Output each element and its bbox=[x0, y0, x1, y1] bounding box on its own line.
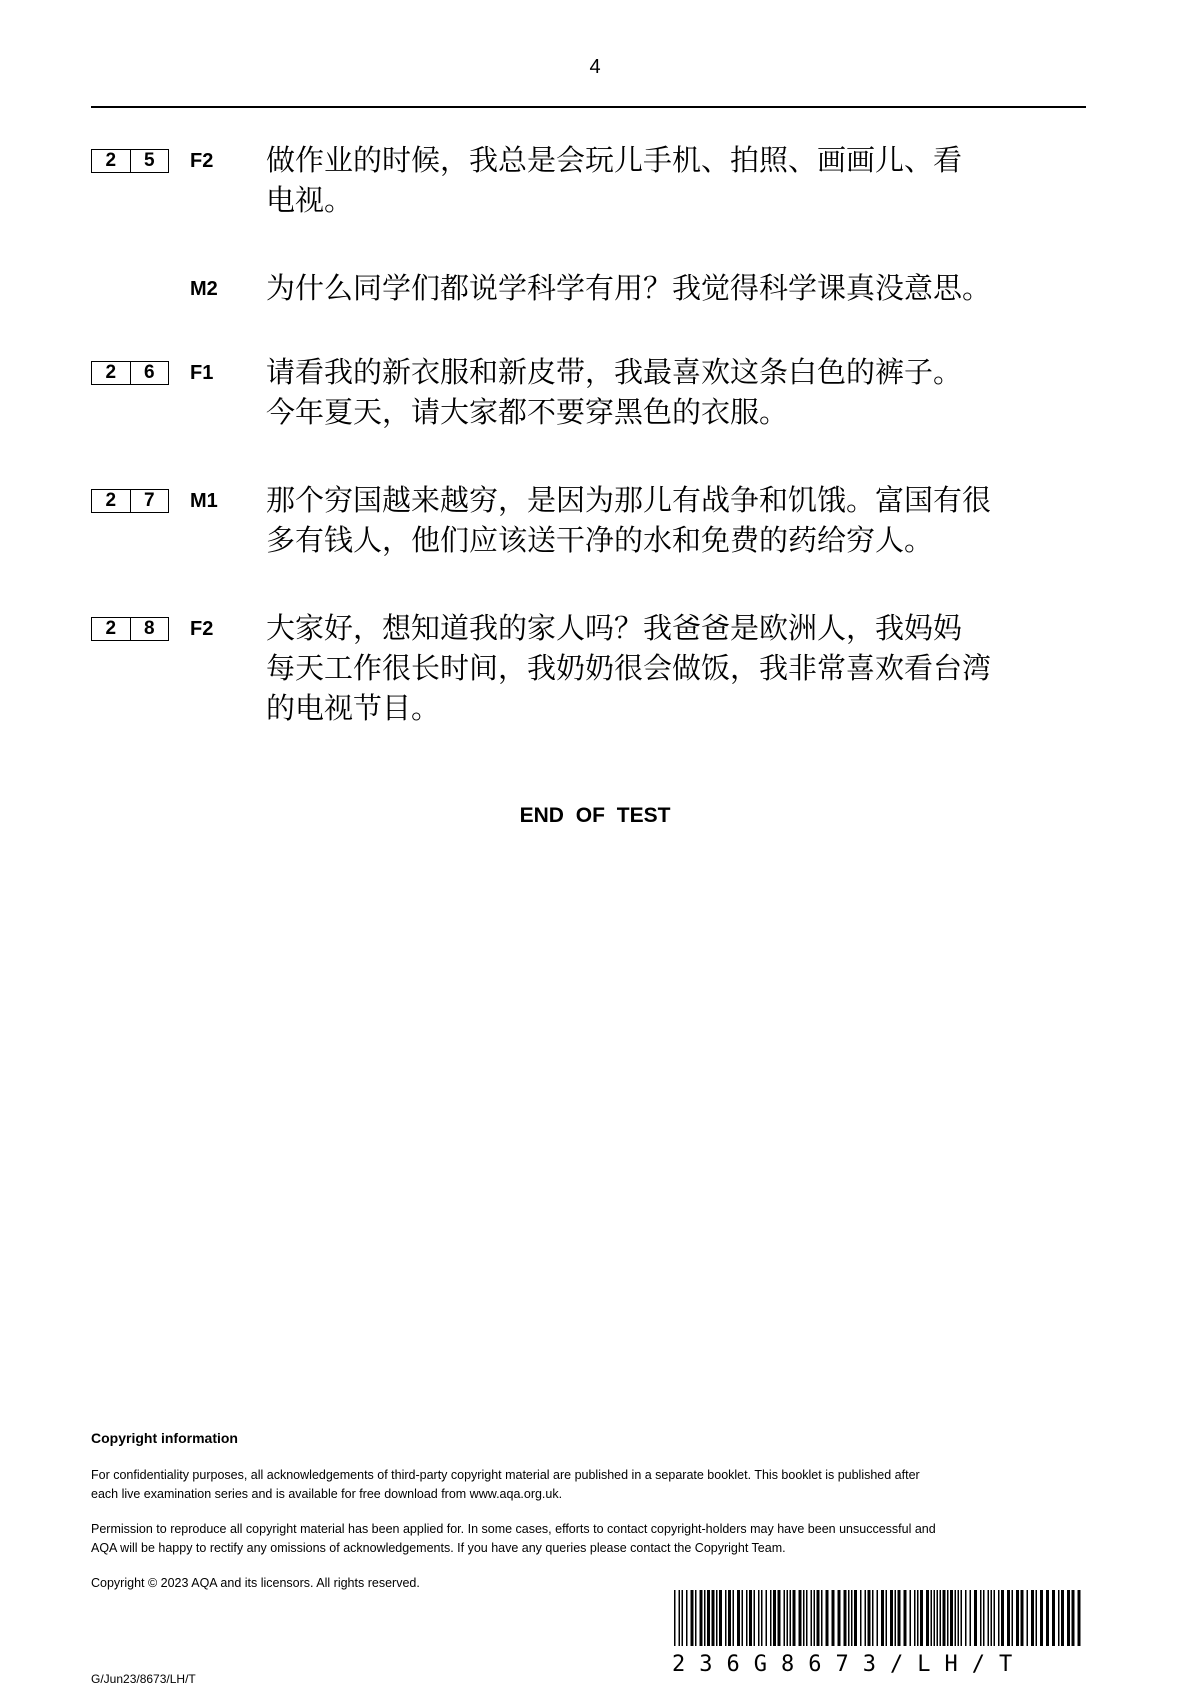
transcript-line: 为什么同学们都说学科学有用？我觉得科学课真没意思。 bbox=[266, 271, 992, 305]
barcode-bar bbox=[784, 1590, 786, 1646]
barcode-bar bbox=[1052, 1590, 1055, 1646]
barcode-bar bbox=[1012, 1590, 1014, 1646]
barcode-bar bbox=[934, 1590, 936, 1646]
barcode-bar bbox=[943, 1590, 946, 1646]
barcode-bar bbox=[881, 1590, 884, 1646]
barcode-bar bbox=[1007, 1590, 1010, 1646]
speaker-label: M2 bbox=[190, 278, 218, 300]
copyright-notice: Copyright © 2023 AQA and its licensors. All rights reserved. bbox=[91, 1576, 420, 1590]
transcript-line: 多有钱人，他们应该送干净的水和免费的药给穷人。 bbox=[266, 523, 934, 557]
barcode-bar bbox=[910, 1590, 912, 1646]
barcode-bar bbox=[838, 1590, 841, 1646]
transcript-line: 请看我的新衣服和新皮带，我最喜欢这条白色的裤子。 bbox=[266, 355, 963, 389]
transcript-line: 那个穷国越来越穷，是因为那儿有战争和饥饿。富国有很 bbox=[266, 483, 992, 517]
barcode-bar bbox=[826, 1590, 829, 1646]
barcode-bar bbox=[1001, 1590, 1004, 1646]
barcode-bar bbox=[1061, 1590, 1064, 1646]
transcript-line: 今年夏天，请大家都不要穿黑色的衣服。 bbox=[266, 395, 789, 429]
barcode-bar bbox=[728, 1590, 731, 1646]
barcode-bar bbox=[773, 1590, 776, 1646]
copyright-paragraph bbox=[91, 1520, 1071, 1558]
copyright-line: each live examination series and is available for free download from www.aqa.org.uk. bbox=[91, 1487, 563, 1501]
barcode-bar bbox=[860, 1590, 862, 1646]
question-digit: 2 bbox=[105, 618, 117, 639]
barcode-bar bbox=[1046, 1590, 1049, 1646]
barcode-bar bbox=[770, 1590, 772, 1646]
barcode-bar bbox=[904, 1590, 907, 1646]
copyright-line: For confidentiality purposes, all acknowledgements of third-party copyright material are published in a separate booklet. This booklet is published after bbox=[91, 1468, 920, 1482]
barcode-bar bbox=[811, 1590, 813, 1646]
barcode-bar bbox=[695, 1590, 697, 1646]
barcode-bar bbox=[758, 1590, 760, 1646]
barcode-bar bbox=[1058, 1590, 1060, 1646]
question-digit: 7 bbox=[130, 490, 169, 512]
barcode-bar bbox=[766, 1590, 768, 1646]
barcode-bar bbox=[886, 1590, 888, 1646]
question-digit: 8 bbox=[130, 618, 169, 640]
barcode-bar bbox=[895, 1590, 897, 1646]
barcode-bar bbox=[955, 1590, 957, 1646]
question-number-box bbox=[91, 149, 169, 173]
barcode-bar bbox=[793, 1590, 796, 1646]
barcode-bar bbox=[926, 1590, 929, 1646]
barcode-bar bbox=[983, 1590, 985, 1646]
barcode bbox=[672, 1590, 1082, 1646]
barcode-bar bbox=[1016, 1590, 1019, 1646]
barcode-bar bbox=[950, 1590, 953, 1646]
barcode-bar bbox=[674, 1590, 676, 1646]
barcode-bar bbox=[974, 1590, 977, 1646]
barcode-bar bbox=[754, 1590, 756, 1646]
barcode-bar bbox=[1036, 1590, 1038, 1646]
copyright-title: Copyright information bbox=[91, 1430, 238, 1446]
barcode-bar bbox=[958, 1590, 960, 1646]
barcode-bar bbox=[691, 1590, 694, 1646]
barcode-bar bbox=[937, 1590, 939, 1646]
barcode-bar bbox=[980, 1590, 982, 1646]
barcode-bar bbox=[994, 1590, 996, 1646]
barcode-bar bbox=[890, 1590, 893, 1646]
barcode-bar bbox=[704, 1590, 706, 1646]
barcode-bar bbox=[940, 1590, 942, 1646]
question-number-box bbox=[91, 489, 169, 513]
question-number-box bbox=[91, 361, 169, 385]
barcode-bar bbox=[914, 1590, 916, 1646]
barcode-bar bbox=[832, 1590, 835, 1646]
barcode-bar bbox=[821, 1590, 823, 1646]
barcode-bar bbox=[761, 1590, 763, 1646]
barcode-bar bbox=[947, 1590, 949, 1646]
copyright-line: Permission to reproduce all copyright material has been applied for. In some cases, efforts to contact copyright-holders may have been unsuccessful and bbox=[91, 1522, 936, 1536]
copyright-paragraph bbox=[91, 1466, 1071, 1504]
transcript-line: 大家好，想知道我的家人吗？我爸爸是欧洲人，我妈妈 bbox=[266, 611, 963, 645]
barcode-bar bbox=[1078, 1590, 1081, 1646]
barcode-bar bbox=[803, 1590, 805, 1646]
barcode-bar bbox=[1031, 1590, 1034, 1646]
barcode-bar bbox=[719, 1590, 722, 1646]
speaker-label: F2 bbox=[190, 150, 214, 172]
barcode-bar bbox=[917, 1590, 919, 1646]
barcode-bar bbox=[799, 1590, 802, 1646]
barcode-bar bbox=[877, 1590, 879, 1646]
barcode-bar bbox=[848, 1590, 850, 1646]
barcode-bar bbox=[898, 1590, 901, 1646]
barcode-bar bbox=[787, 1590, 789, 1646]
question-number-box bbox=[91, 617, 169, 641]
end-of-test: END OF TEST bbox=[519, 804, 671, 827]
barcode-bar bbox=[749, 1590, 752, 1646]
barcode-bar bbox=[865, 1590, 867, 1646]
barcode-bar bbox=[742, 1590, 744, 1646]
barcode-bar bbox=[851, 1590, 853, 1646]
transcript-line: 电视。 bbox=[266, 183, 354, 217]
barcode-bar bbox=[1067, 1590, 1070, 1646]
barcode-bar bbox=[872, 1590, 874, 1646]
barcode-bar bbox=[686, 1590, 688, 1646]
barcode-bar bbox=[790, 1590, 792, 1646]
barcode-bar bbox=[712, 1590, 715, 1646]
barcode-bar bbox=[965, 1590, 967, 1646]
barcode-bar bbox=[998, 1590, 1000, 1646]
barcode-bar bbox=[920, 1590, 923, 1646]
barcode-bar bbox=[806, 1590, 808, 1646]
transcript-line: 的电视节目。 bbox=[266, 691, 441, 725]
barcode-bar bbox=[961, 1590, 963, 1646]
barcode-bar bbox=[931, 1590, 933, 1646]
speaker-label: F2 bbox=[190, 618, 214, 640]
barcode-bar bbox=[700, 1590, 703, 1646]
reference-code: G/Jun23/8673/LH/T bbox=[91, 1672, 196, 1686]
header-divider bbox=[91, 106, 1086, 108]
barcode-bar bbox=[814, 1590, 816, 1646]
question-digit: 2 bbox=[105, 362, 117, 383]
barcode-text: 236G8673/LH/T bbox=[672, 1652, 1027, 1677]
transcript-line: 每天工作很长时间，我奶奶很会做饭，我非常喜欢看台湾 bbox=[266, 651, 992, 685]
barcode-bar bbox=[988, 1590, 990, 1646]
barcode-bar bbox=[778, 1590, 781, 1646]
page-number: 4 bbox=[589, 56, 601, 78]
barcode-bar bbox=[733, 1590, 735, 1646]
barcode-bar bbox=[707, 1590, 710, 1646]
barcode-bar bbox=[737, 1590, 740, 1646]
barcode-bar bbox=[868, 1590, 871, 1646]
question-digit: 2 bbox=[105, 150, 117, 171]
question-digit: 5 bbox=[130, 150, 169, 172]
barcode-bar bbox=[844, 1590, 847, 1646]
copyright-line: AQA will be happy to rectify any omissions of acknowledgements. If you have any queries please contact the Copyright Team. bbox=[91, 1541, 786, 1555]
speaker-label: F1 bbox=[190, 362, 214, 384]
barcode-bar bbox=[682, 1590, 684, 1646]
barcode-bar bbox=[854, 1590, 857, 1646]
barcode-bar bbox=[1027, 1590, 1029, 1646]
question-digit: 2 bbox=[105, 490, 117, 511]
barcode-bar bbox=[679, 1590, 681, 1646]
barcode-bar bbox=[1021, 1590, 1024, 1646]
transcript-line: 做作业的时候，我总是会玩儿手机、拍照、画画儿、看 bbox=[266, 143, 963, 177]
question-digit: 6 bbox=[130, 362, 169, 384]
barcode-bar bbox=[716, 1590, 718, 1646]
barcode-bar bbox=[746, 1590, 748, 1646]
barcode-bar bbox=[1072, 1590, 1075, 1646]
barcode-bar bbox=[991, 1590, 993, 1646]
barcode-bar bbox=[1040, 1590, 1043, 1646]
barcode-bar bbox=[817, 1590, 820, 1646]
barcode-bar bbox=[970, 1590, 972, 1646]
barcode-bar bbox=[725, 1590, 727, 1646]
speaker-label: M1 bbox=[190, 490, 218, 512]
